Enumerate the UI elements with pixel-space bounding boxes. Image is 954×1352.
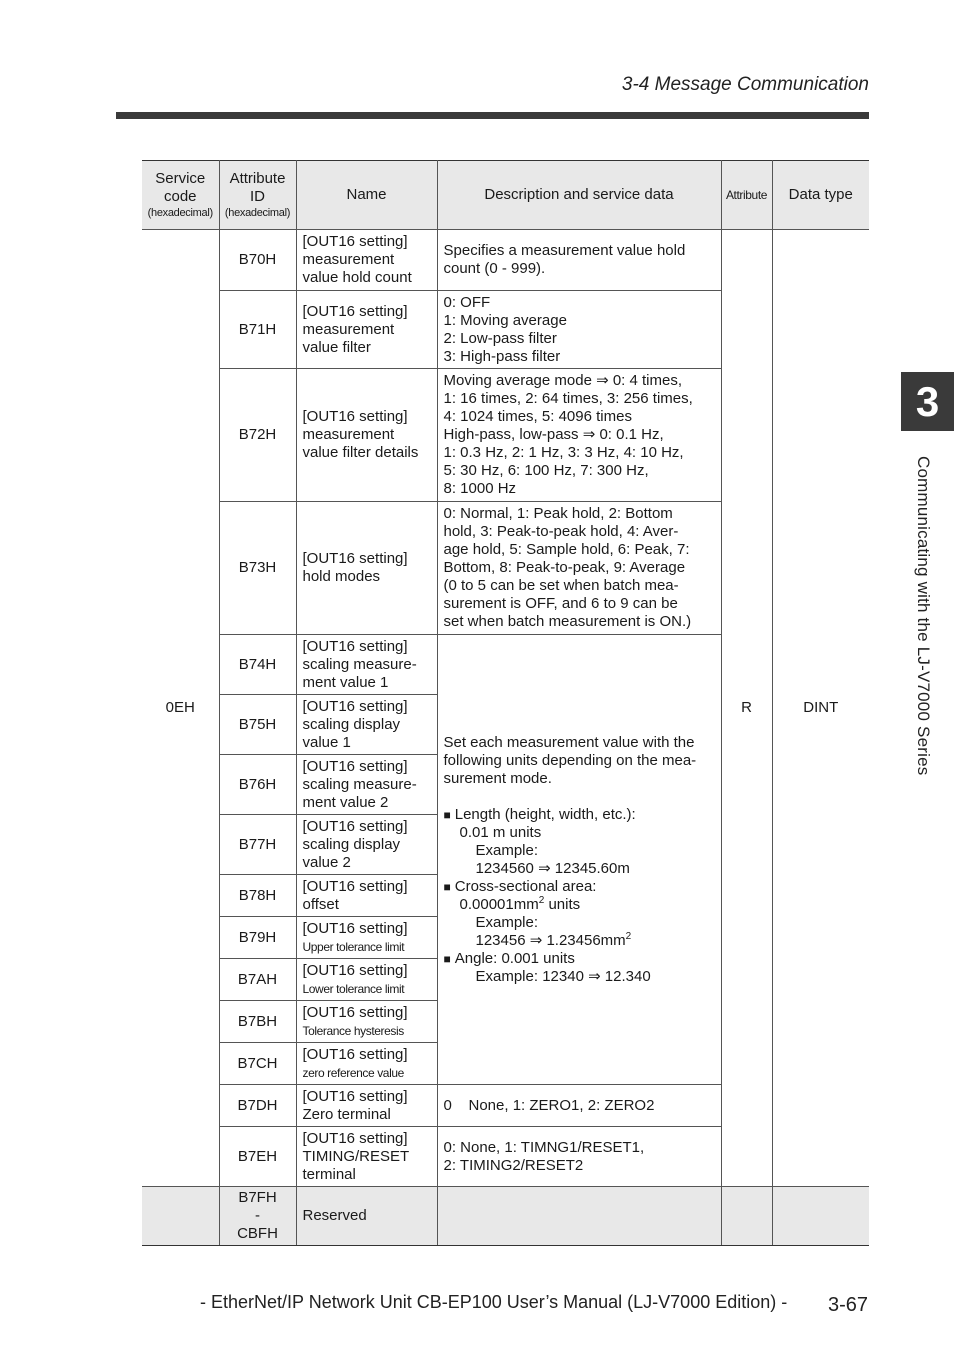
- header-name: Name: [296, 161, 437, 230]
- square-bullet-icon: ■: [443, 807, 451, 822]
- name-cell: [296, 917, 437, 959]
- area-example-label: Example:: [475, 913, 539, 931]
- name-small: Upper tolerance limit: [302, 939, 405, 954]
- area-example-sup: 2: [625, 930, 632, 942]
- reserved-attribute-cell: [721, 1187, 772, 1246]
- attribute-id-cell: B73H: [219, 502, 296, 635]
- area-unit: [444, 896, 715, 914]
- attribute-id-cell: B7CH: [219, 1043, 296, 1085]
- attribute-id-cell: B77H: [219, 815, 296, 875]
- area-unit-sup: 2: [538, 894, 545, 906]
- name-cell: [296, 1043, 437, 1085]
- table-row: [142, 230, 869, 291]
- description-cell: 0: OFF 1: Moving average 2: Low-pass filter 3: High-pass filter: [437, 291, 721, 369]
- reserved-description-cell: [437, 1187, 721, 1246]
- name-cell: [296, 1001, 437, 1043]
- header-service-code-sub: (hexadecimal): [147, 206, 213, 219]
- name-cell: [OUT16 setting] TIMING/RESET terminal: [296, 1127, 437, 1187]
- area-example-pre: 123456 ⇒ 1.23456mm: [475, 931, 626, 949]
- header-service-code: [142, 161, 219, 230]
- length-unit: 0.01 m units: [459, 823, 542, 841]
- attribute-id-cell: B71H: [219, 291, 296, 369]
- header-data-type: Data type: [772, 161, 869, 230]
- section-title: 3-4 Message Communication: [621, 74, 869, 95]
- angle-title: Angle: 0.001 units: [454, 949, 575, 967]
- attribute-id-cell: B72H: [219, 369, 296, 502]
- area-title: Cross-sectional area:: [454, 877, 597, 895]
- table-header-row: [142, 161, 869, 230]
- reserved-id-cell: B7FH - CBFH: [219, 1187, 296, 1246]
- reserved-name-cell: Reserved: [296, 1187, 437, 1246]
- attribute-id-cell: B75H: [219, 695, 296, 755]
- attribute-id-cell: B7EH: [219, 1127, 296, 1187]
- angle-item: [444, 950, 715, 968]
- name-cell: [OUT16 setting] Zero terminal: [296, 1085, 437, 1127]
- attribute-id-cell: B74H: [219, 635, 296, 695]
- attribute-id-cell: B7DH: [219, 1085, 296, 1127]
- name-cell: [OUT16 setting] measurement value filter: [296, 291, 437, 369]
- reserved-data-type-cell: [772, 1187, 869, 1246]
- name-cell: [296, 959, 437, 1001]
- page-number: 3-67: [828, 1294, 869, 1316]
- header-attribute-id-sub: (hexadecimal): [224, 206, 291, 219]
- name-cell: [OUT16 setting] measurement value hold count: [296, 230, 437, 291]
- attribute-id-cell: B78H: [219, 875, 296, 917]
- chapter-number-tab: 3: [901, 372, 954, 431]
- length-example-label: Example:: [475, 841, 539, 859]
- name-small: zero reference value: [302, 1065, 404, 1080]
- service-code-cell: 0EH: [142, 230, 219, 1187]
- description-cell: 0: Normal, 1: Peak hold, 2: Bottom hold, 3: Peak-to-peak hold, 4: Aver- age hold, 5: Sample hold, 6: Peak, 7: Bottom, 8: Peak-to-peak, 9: Average (0 to 5 can be set when batch mea- surement is OFF, and 6 to 9 can be set when batch measurement is ON.): [437, 502, 721, 635]
- reserved-service-code-cell: [142, 1187, 219, 1246]
- reserved-row: [142, 1187, 869, 1246]
- square-bullet-icon: ■: [443, 951, 451, 966]
- name-cell: [OUT16 setting] scaling display value 1: [296, 695, 437, 755]
- attribute-id-cell: B7BH: [219, 1001, 296, 1043]
- angle-example: Example: 12340 ⇒ 12.340: [475, 967, 651, 985]
- chapter-title: Communicating with the LJ-V7000 Series: [914, 456, 933, 776]
- attribute-id-cell: B79H: [219, 917, 296, 959]
- name-cell: [OUT16 setting] scaling measure-ment value 2: [296, 755, 437, 815]
- area-item: [444, 878, 715, 896]
- scaling-description-cell: [437, 635, 721, 1085]
- name-main: [OUT16 setting]: [302, 1003, 408, 1021]
- header-attribute-id: [219, 161, 296, 230]
- length-title: Length (height, width, etc.):: [454, 805, 636, 823]
- data-type-cell: DINT: [772, 230, 869, 1187]
- area-unit-post: units: [544, 895, 581, 913]
- name-cell: [OUT16 setting] hold modes: [296, 502, 437, 635]
- header-attribute-label: Attribute: [725, 188, 768, 202]
- name-main: [OUT16 setting]: [302, 919, 408, 937]
- attribute-id-cell: B7AH: [219, 959, 296, 1001]
- name-cell: [OUT16 setting] offset: [296, 875, 437, 917]
- scaling-description: [444, 734, 715, 986]
- name-main: [OUT16 setting]: [302, 1045, 408, 1063]
- name-main: [OUT16 setting]: [302, 961, 408, 979]
- description-cell: 0 None, 1: ZERO1, 2: ZERO2: [437, 1085, 721, 1127]
- header-rule: [116, 112, 869, 119]
- length-item: [444, 806, 715, 824]
- attribute-table: [142, 160, 869, 1246]
- scaling-intro: Set each measurement value with the following units depending on the mea-surement mode.: [443, 733, 697, 787]
- length-example: 1234560 ⇒ 12345.60m: [475, 859, 630, 877]
- header-description: Description and service data: [437, 161, 721, 230]
- area-unit-pre: 0.00001mm: [459, 895, 539, 913]
- attribute-cell: R: [721, 230, 772, 1187]
- name-cell: [OUT16 setting] scaling measure-ment value 1: [296, 635, 437, 695]
- name-cell: [OUT16 setting] scaling display value 2: [296, 815, 437, 875]
- description-cell: Specifies a measurement value hold count (0 - 999).: [437, 230, 721, 291]
- square-bullet-icon: ■: [443, 879, 451, 894]
- header-attribute-id-label: Attribute ID: [229, 169, 286, 205]
- name-small: Tolerance hysteresis: [302, 1023, 404, 1038]
- name-small: Lower tolerance limit: [302, 981, 405, 996]
- manual-title: - EtherNet/IP Network Unit CB-EP100 User’s Manual (LJ-V7000 Edition) -: [200, 1292, 788, 1312]
- area-example: [444, 932, 715, 950]
- description-cell: Moving average mode ⇒ 0: 4 times, 1: 16 times, 2: 64 times, 3: 256 times, 4: 1024 times, 5: 4096 times High-pass, low-pass ⇒ 0: 0.1 Hz, 1: 0.3 Hz, 2: 1 Hz, 3: 3 Hz, 4: 10 Hz, 5: 30 Hz, 6: 100 Hz, 7: 300 Hz, 8: 1000 Hz: [437, 369, 721, 502]
- attribute-id-cell: B70H: [219, 230, 296, 291]
- header-service-code-label: Service code: [155, 169, 206, 205]
- description-cell: 0: None, 1: TIMNG1/RESET1, 2: TIMING2/RESET2: [437, 1127, 721, 1187]
- header-attribute: [721, 161, 772, 230]
- name-cell: [OUT16 setting] measurement value filter details: [296, 369, 437, 502]
- attribute-id-cell: B76H: [219, 755, 296, 815]
